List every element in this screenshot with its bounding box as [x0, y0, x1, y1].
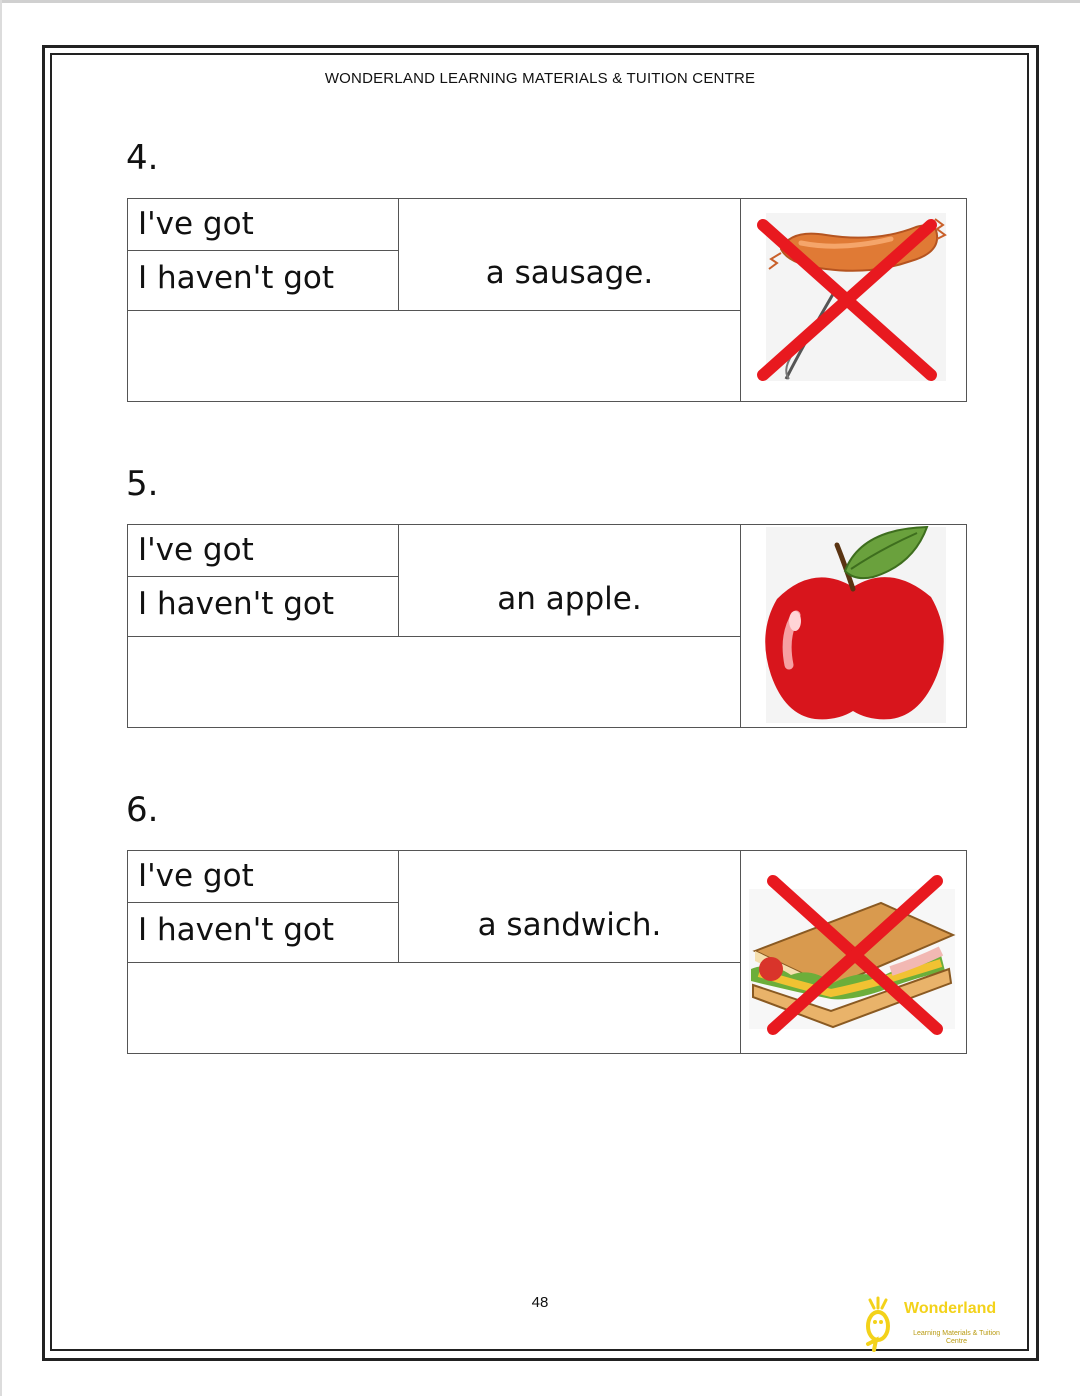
option-text-negative: I haven't got [138, 912, 335, 948]
option-text-positive: I've got [138, 206, 254, 242]
question-number: 5. [126, 464, 159, 504]
page-number: 48 [531, 1294, 549, 1311]
option-text-positive: I've got [138, 858, 254, 894]
page-left-edge [0, 0, 2, 1396]
sausage-icon [741, 199, 966, 401]
question-table-4 [127, 198, 967, 402]
question-number: 4. [126, 138, 159, 178]
option-cell-positive[interactable] [128, 525, 399, 577]
logo-name: Wonderland [904, 1300, 997, 1317]
answer-box[interactable] [128, 963, 741, 1053]
noun-text: an apple. [497, 581, 642, 617]
option-cell-positive[interactable] [128, 851, 399, 903]
page-top-edge [0, 0, 1080, 3]
picture-cell [741, 851, 966, 1053]
page-header: WONDERLAND LEARNING MATERIALS & TUITION CENTRE [324, 70, 756, 87]
picture-cell [741, 525, 966, 727]
logo-subtitle: Learning Materials & Tuition Centre [913, 1330, 1000, 1345]
picture-cell [741, 199, 966, 401]
noun-cell [399, 525, 741, 637]
answer-box[interactable] [128, 311, 741, 401]
option-cell-negative[interactable] [128, 577, 399, 637]
noun-cell [399, 851, 741, 963]
option-text-positive: I've got [138, 532, 254, 568]
question-table-6 [127, 850, 967, 1054]
noun-cell [399, 199, 741, 311]
option-cell-negative[interactable] [128, 251, 399, 311]
apple-icon [741, 525, 966, 727]
option-text-negative: I haven't got [138, 260, 335, 296]
option-text-negative: I haven't got [138, 586, 335, 622]
question-table-5 [127, 524, 967, 728]
option-cell-positive[interactable] [128, 199, 399, 251]
answer-box[interactable] [128, 637, 741, 727]
option-cell-negative[interactable] [128, 903, 399, 963]
noun-text: a sandwich. [477, 907, 662, 943]
sandwich-icon [741, 851, 966, 1053]
question-number: 6. [126, 790, 159, 830]
noun-text: a sausage. [485, 255, 654, 291]
